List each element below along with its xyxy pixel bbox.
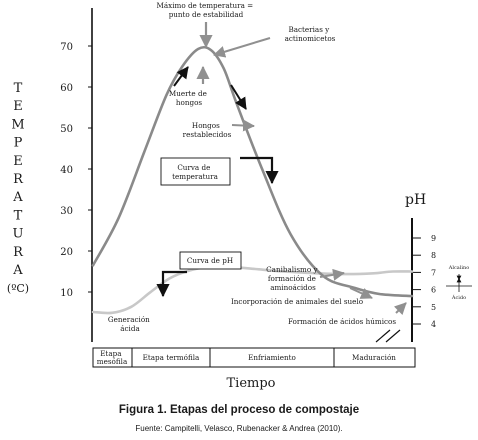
y-axis-letter: M: [11, 117, 25, 133]
stage-bar: [93, 348, 415, 367]
generacion-annotation: [108, 315, 152, 333]
generacion-line-2: ácida: [120, 324, 140, 333]
y-axis-letter: R: [13, 244, 23, 260]
y-axis-letter: E: [13, 153, 23, 169]
temperature-tick-label: 10: [60, 288, 73, 299]
y-axis-letter: E: [13, 99, 23, 115]
stage-mesofila: Etapa mesófila: [96, 349, 128, 366]
ph-tick-label: 6: [431, 285, 437, 295]
y-axis-letter: (ºC): [6, 282, 30, 296]
muerte-annotation: [169, 89, 209, 107]
y-axis-letter: T: [13, 81, 23, 96]
canibalismo-annotation: [266, 265, 320, 292]
ph-tick-label: 5: [431, 302, 437, 312]
figure-source: Fuente: Campitelli, Velasco, Rubenacker & Andrea (2010).: [135, 424, 343, 433]
ph-ticks: [412, 234, 436, 329]
x-axis-label: Tiempo: [226, 376, 276, 391]
ph-tick-label: 7: [431, 268, 437, 278]
stage-termofila: Etapa termófila: [142, 353, 200, 362]
temperature-tick-label: 50: [60, 124, 73, 135]
ph-tick-label: 9: [431, 234, 437, 243]
canibalismo-line-2: formación de: [267, 274, 316, 283]
curva-ph-label: Curva de pH: [186, 256, 234, 265]
hongos-line-1: Hongos: [191, 121, 220, 130]
temperature-tick-label: 30: [60, 206, 73, 217]
axis-break-marks: [376, 330, 400, 342]
ph-tick-label: 8: [431, 251, 437, 261]
bacteria-line-1: Bacterias y: [288, 25, 330, 34]
hongos-arrow: [232, 125, 254, 126]
temperature-tick-label: 20: [60, 247, 73, 258]
max-temp-line-2: punto de estabilidad: [168, 10, 244, 19]
alkaline-label: Alcalino: [448, 265, 470, 271]
muerte-line-1: Muerte de: [168, 89, 207, 98]
stage-maduracion: Maduración: [352, 353, 396, 362]
y-axis-letter: R: [13, 172, 23, 187]
y-axis-letter: A: [13, 190, 23, 206]
generacion-line-1: Generación: [107, 315, 150, 324]
alkaline-acid-indicator: [446, 265, 472, 301]
temperature-ticks: [60, 42, 92, 299]
formacion-arrow: [396, 303, 406, 313]
max-temp-annotation: [157, 1, 256, 19]
canibalismo-line-1: Canibalismo y: [266, 265, 318, 274]
bacteria-annotation: [285, 25, 336, 43]
curva-temp-line-1: Curva de: [177, 163, 211, 172]
curva-temp-line-2: temperatura: [172, 172, 218, 181]
hongos-annotation: [183, 121, 232, 139]
max-temp-line-1: Máximo de temperatura =: [156, 1, 254, 10]
y-axis-letter: P: [13, 135, 23, 151]
bacteria-line-2: actinomicetos: [284, 34, 336, 43]
canibalismo-line-3: aminoácidos: [270, 283, 316, 292]
y-axis-label: [7, 81, 29, 295]
temperature-tick-label: 70: [60, 42, 73, 53]
stage-enfriamiento: Enfriamiento: [248, 353, 296, 362]
hongos-line-2: restablecidos: [182, 130, 232, 139]
temperature-tick-label: 60: [60, 83, 73, 94]
ph-axis-label: pH: [405, 192, 427, 208]
y-axis-letter: A: [13, 263, 23, 278]
acid-label: Ácido: [451, 295, 467, 301]
incorporacion-annotation: Incorporación de animales del suelo: [230, 297, 364, 306]
temperature-tick-label: 40: [60, 165, 73, 176]
y-axis-letter: U: [12, 226, 24, 242]
curva-temp-label: [172, 163, 218, 181]
temperature-curve: [93, 47, 412, 296]
muerte-line-2: hongos: [175, 98, 203, 107]
y-axis-letter: T: [13, 208, 23, 224]
ph-tick-label: 4: [431, 320, 437, 329]
figure-title: Figura 1. Etapas del proceso de compostaje: [118, 404, 360, 416]
bacteria-arrow: [214, 38, 270, 55]
formacion-annotation: Formación de ácidos húmicos: [287, 317, 397, 326]
